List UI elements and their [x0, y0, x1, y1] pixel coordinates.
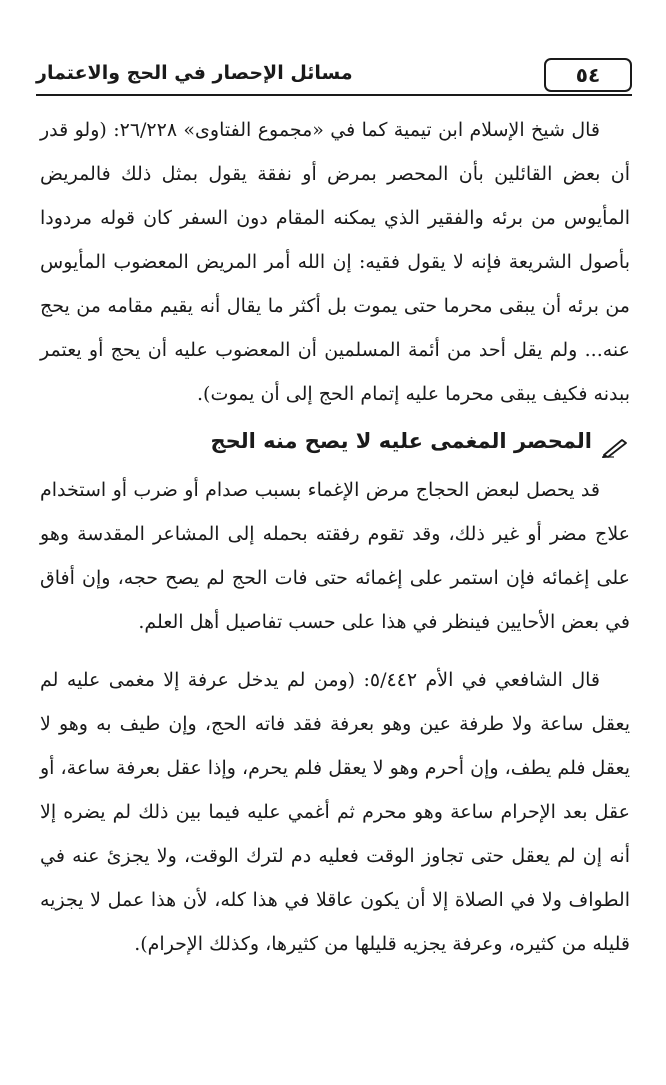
page-number: ٥٤	[544, 58, 632, 92]
paragraph-fainting-pilgrim: قد يحصل لبعض الحجاج مرض الإغماء بسبب صدام أو ضرب أو استخدام علاج مضر أو غير ذلك، وقد تقوم رفقته بحمله إلى المشاعر المقدسة وهو على إغمائه فإن استمر على إغمائه حتى فات الحج لم يصح حجه، وإن أفاق في بعض الأحايين فينظر في هذا على حسب تفاصيل أهل العلم.	[40, 479, 630, 633]
section-heading	[40, 420, 630, 462]
pen-icon	[600, 430, 630, 452]
paragraph-ibn-taymiyyah-quote: قال شيخ الإسلام ابن تيمية كما في «مجموع الفتاوى» ٢٦/٢٢٨: (ولو قدر أن بعض القائلين بأن المحصر بمرض أو نفقة يقول بمثل ذلك فالمريض المأيوس من برئه والفقير الذي يمكنه المقام دون السفر كان قوله مردودا بأصول الشريعة فإنه لا يقول فقيه: إن الله أمر المريض المعضوب المأيوس من برئه أن يبقى محرما حتى يموت بل أكثر ما يقال أنه يقيم مقامه من يحج عنه... ولم يقل أحد من أئمة المسلمين أن المعضوب عليه أن يحج أو يعتمر ببدنه فكيف يبقى محرما عليه إتمام الحج إلى أن يموت).	[40, 119, 630, 405]
paragraph-shafii-quote: قال الشافعي في الأم ٥/٤٤٢: (ومن لم يدخل عرفة إلا مغمى عليه لم يعقل ساعة ولا طرفة عين وهو بعرفة فقد فاته الحج، وإن طيف به وهو لا يعقل فلم يطف، وإن أحرم وهو لا يعقل فلم يحرم، وإذا عقل بعرفة ساعة، أو عقل بعد الإحرام ساعة وهو محرم ثم أغمي عليه فيما بين ذلك لم يضره إلا أنه إن لم يعقل حتى تجاوز الوقت فعليه دم لترك الوقت، ولا يجزئ عنه في الطواف ولا في الصلاة إلا أن يكون عاقلا في هذا كله، لأن هذا عمل لا يجزيه قليله من كثيره، وعرفة يجزيه قليلها من كثيرها، وكذلك الإحرام).	[40, 669, 630, 955]
header-rule	[36, 94, 632, 96]
paragraph-spacer	[40, 644, 630, 658]
page-header	[36, 58, 632, 98]
section-heading-text: المحصر المغمى عليه لا يصح منه الحج	[210, 429, 592, 453]
page-content	[40, 108, 630, 966]
running-title: مسائل الإحصار في الحج والاعتمار	[36, 62, 353, 84]
